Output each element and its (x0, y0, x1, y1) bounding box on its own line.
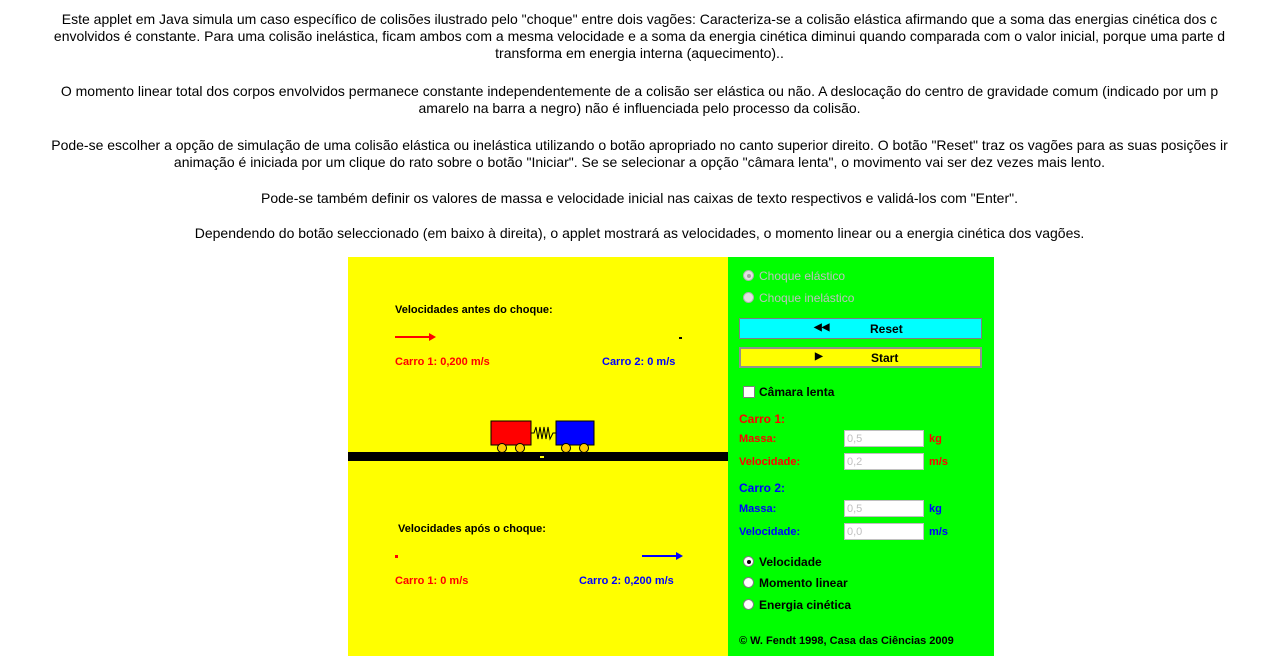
text-line: animação é iniciada por um clique do rato sobre o botão "Iniciar". Se se selecionar a opção "câmara lenta", o movimento vai ser dez vezes mais lento. (173, 154, 1106, 170)
reset-label: Reset (870, 322, 903, 336)
car1-velocity-unit: m/s (929, 456, 948, 468)
text-line: Este applet em Java simula um caso específico de colisões ilustrado pelo "choque" entre dois vagões: Caracteriza-se a colisão elástica afirmando que a soma das energias cinética dos c (61, 11, 1218, 27)
text-line: transforma em energia interna (aquecimento).. (495, 45, 784, 61)
energy-radio[interactable] (743, 599, 754, 610)
collision-applet (348, 257, 994, 656)
before-car2-velocity: Carro 2: 0 m/s (602, 356, 676, 368)
after-title: Velocidades após o choque: (398, 523, 546, 535)
elastic-label: Choque elástico (759, 269, 846, 283)
after-car2-velocity: Carro 2: 0,200 m/s (579, 575, 674, 587)
spring (531, 427, 556, 439)
simulation-canvas (348, 257, 728, 656)
center-of-gravity-marker (540, 456, 544, 458)
car1-mass-input[interactable] (844, 430, 924, 447)
inelastic-radio[interactable] (743, 292, 754, 303)
car1-mass-unit: kg (929, 433, 942, 445)
car1-velocity-arrow (395, 333, 437, 341)
intro-paragraph-1 (0, 11, 1279, 62)
start-button[interactable] (739, 347, 982, 368)
energy-option-label: Energia cinética (759, 598, 852, 612)
intro-paragraph-2 (0, 83, 1279, 117)
car2-mass-label: Massa: (739, 503, 777, 515)
slow-motion-checkbox[interactable] (743, 386, 755, 398)
intro-paragraph-3 (0, 137, 1279, 171)
car2-velocity-input[interactable] (844, 523, 924, 540)
wagons (490, 420, 600, 454)
rewind-icon: ◀◀ (814, 322, 830, 333)
play-icon: ▶ (815, 351, 823, 362)
reset-button[interactable] (739, 318, 982, 339)
car1-mass-label: Massa: (739, 433, 777, 445)
before-title: Velocidades antes do choque: (395, 304, 553, 316)
text-line: Pode-se escolher a opção de simulação de uma colisão elástica ou inelástica utilizando o botão apropriado no canto superior direito. O botão "Reset" traz os vagões para as suas posições ir (51, 137, 1228, 153)
track (348, 452, 728, 461)
car2-mass-unit: kg (929, 503, 942, 515)
velocity-radio[interactable] (743, 556, 754, 567)
text-line: Dependendo do botão seleccionado (em baixo à direita), o applet mostrará as velocidades, o momento linear ou a energia cinética dos vagões. (194, 225, 1085, 241)
momentum-radio[interactable] (743, 577, 754, 588)
inelastic-label: Choque inelástico (759, 291, 855, 305)
car2-velocity-label: Velocidade: (739, 526, 801, 538)
text-line: envolvidos é constante. Para uma colisão inelástica, ficam ambos com a mesma velocidade e a soma da energia cinética diminui quando comparada com o valor inicial, porque uma parte d (53, 28, 1226, 44)
text-line: Pode-se também definir os valores de massa e velocidade inicial nas caixas de texto respectivos e validá-los com "Enter". (261, 190, 1018, 206)
car1-velocity-label: Velocidade: (739, 456, 801, 468)
intro-paragraph-5 (0, 225, 1279, 242)
text-line: amarelo na barra a negro) não é influenciada pelo processo da colisão. (418, 100, 861, 116)
car2-wagon (556, 421, 594, 445)
car1-title: Carro 1: (739, 412, 786, 426)
text-line: O momento linear total dos corpos envolvidos permanece constante independentemente de a colisão ser elástica ou não. A deslocação do centro de gravidade comum (indicado por um p (60, 83, 1219, 99)
credits: © W. Fendt 1998, Casa das Ciências 2009 (739, 635, 954, 647)
car2-velocity-dot (679, 337, 682, 339)
car1-wagon (491, 421, 531, 445)
elastic-radio[interactable] (743, 270, 754, 281)
control-panel (728, 257, 994, 656)
velocity-option-label: Velocidade (759, 555, 822, 569)
car1-velocity-input[interactable] (844, 453, 924, 470)
intro-paragraph-4 (0, 190, 1279, 207)
before-car1-velocity: Carro 1: 0,200 m/s (395, 356, 490, 368)
start-label: Start (871, 351, 899, 365)
car2-after-velocity-arrow (642, 552, 684, 560)
momentum-option-label: Momento linear (759, 576, 848, 590)
slow-motion-label: Câmara lenta (759, 385, 835, 399)
after-car1-velocity: Carro 1: 0 m/s (395, 575, 469, 587)
car2-mass-input[interactable] (844, 500, 924, 517)
car2-velocity-unit: m/s (929, 526, 948, 538)
car1-after-dot (395, 555, 398, 558)
car2-title: Carro 2: (739, 481, 786, 495)
